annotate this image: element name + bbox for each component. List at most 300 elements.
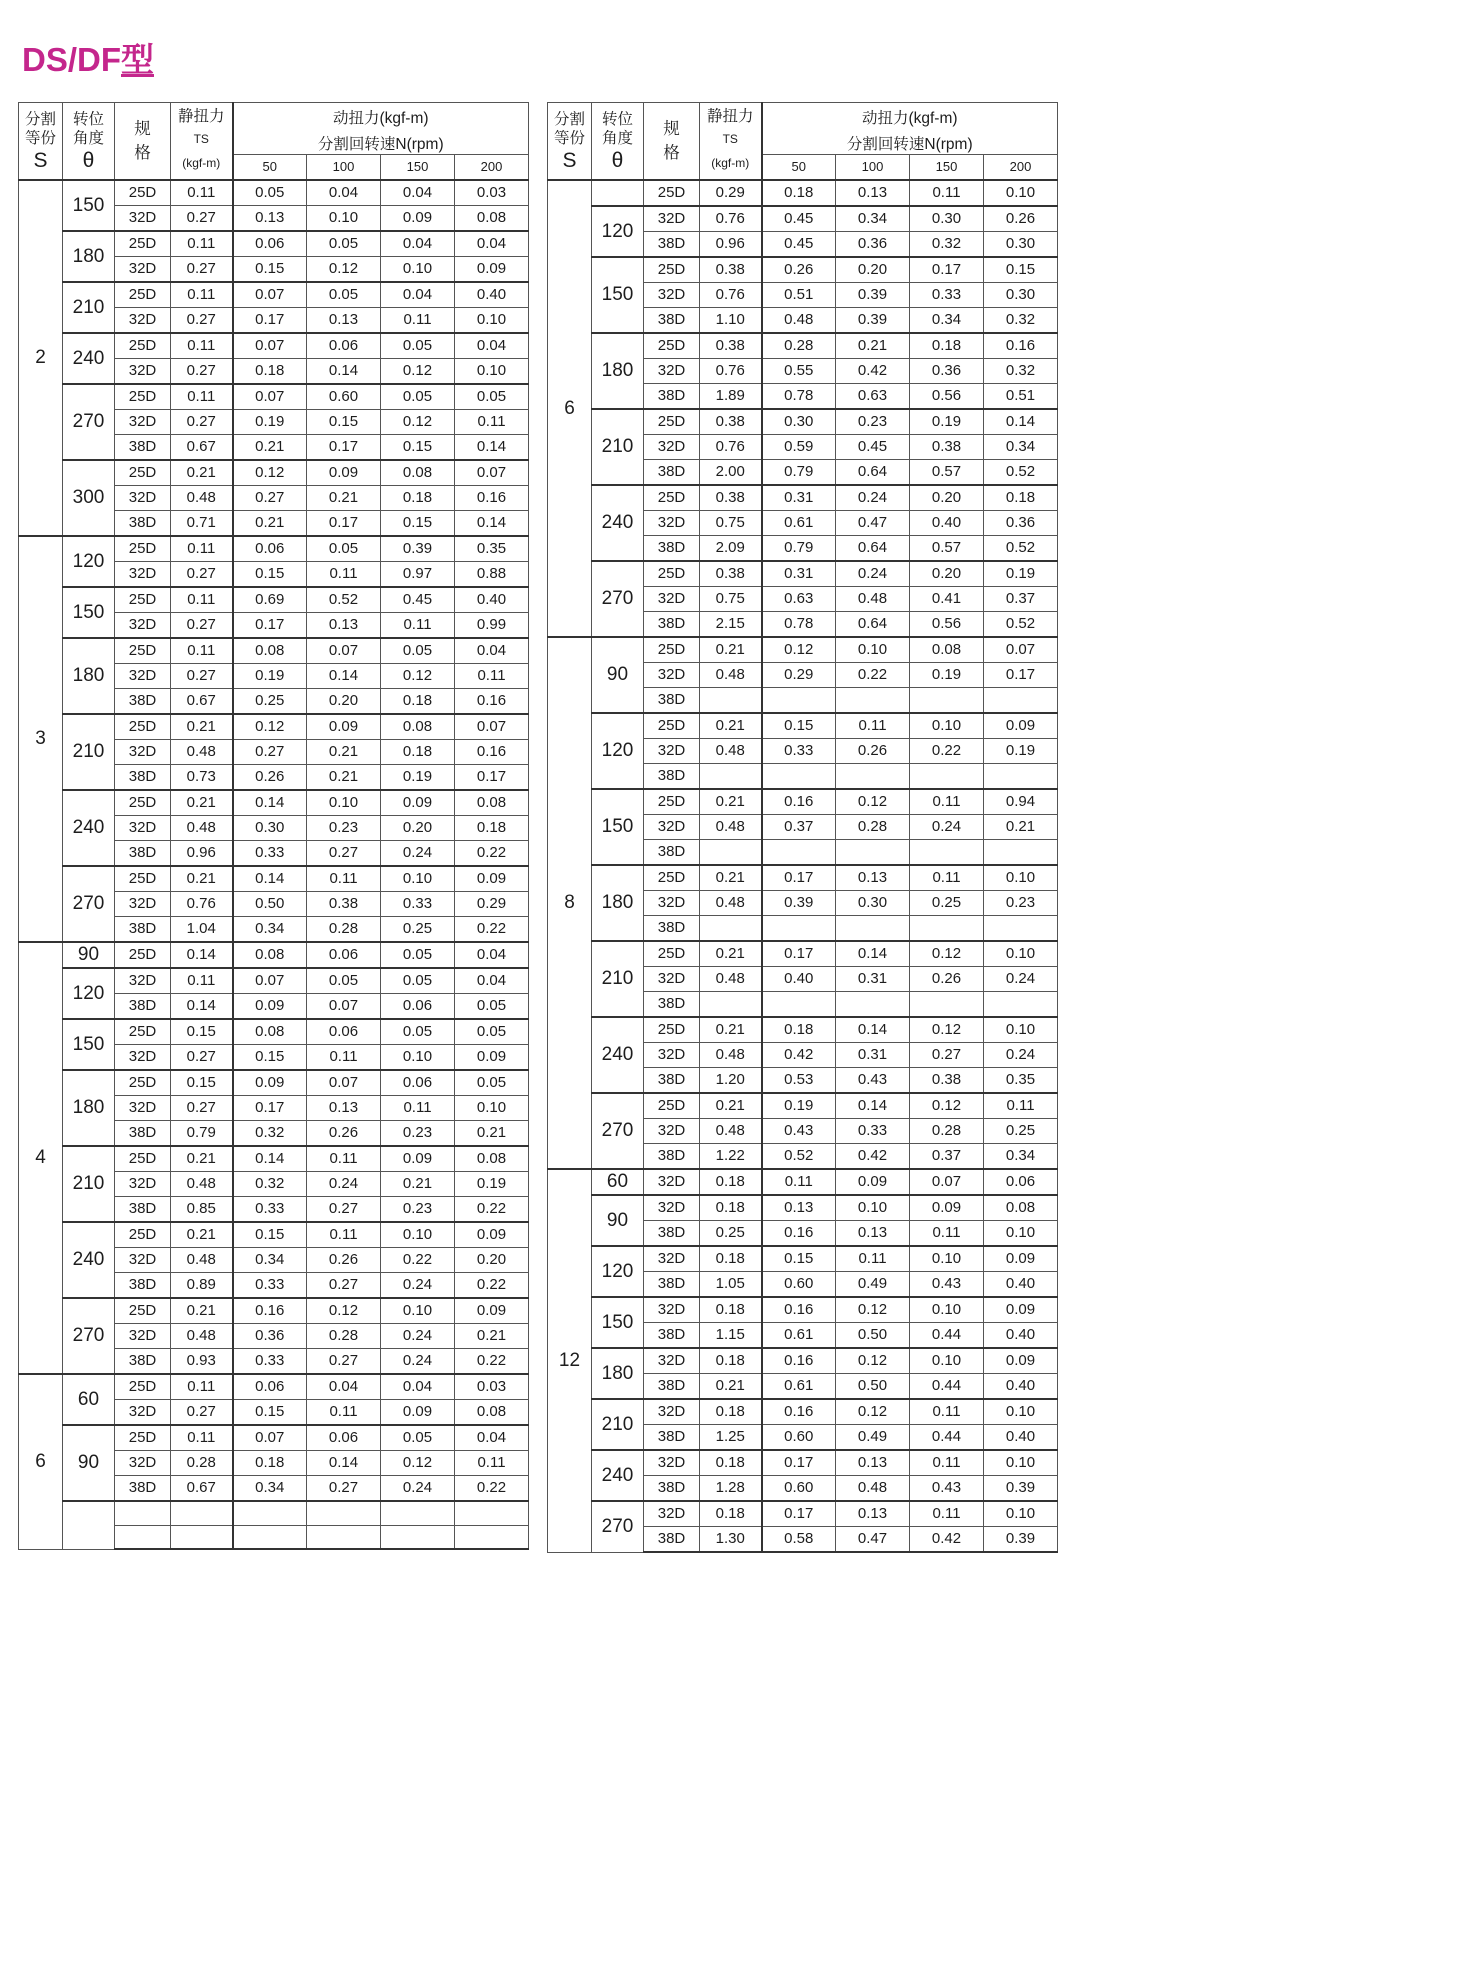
model-spec-cell: 25D [644, 713, 700, 739]
static-torque-cell: 0.93 [171, 1349, 233, 1375]
model-spec-cell: 38D [644, 232, 700, 258]
model-spec-cell: 32D [115, 613, 171, 639]
dynamic-torque-cell-rpm-150: 0.05 [381, 942, 455, 968]
dynamic-torque-cell-rpm-50: 0.15 [233, 1045, 307, 1071]
dynamic-torque-cell-rpm-150: 0.18 [381, 689, 455, 715]
dynamic-torque-cell-rpm-150: 0.57 [910, 460, 984, 486]
model-spec-cell: 32D [644, 283, 700, 308]
dynamic-torque-cell-rpm-50: 0.16 [762, 789, 836, 815]
dynamic-torque-cell-rpm-50: 0.12 [233, 714, 307, 740]
dynamic-torque-cell-rpm-50 [762, 688, 836, 714]
static-torque-cell: 0.27 [171, 613, 233, 639]
model-spec-cell: 38D [644, 1476, 700, 1502]
dynamic-torque-cell-rpm-100: 0.23 [307, 816, 381, 841]
dynamic-torque-cell-rpm-50: 0.39 [762, 891, 836, 916]
dynamic-torque-cell-rpm-50: 0.45 [762, 232, 836, 258]
dynamic-torque-cell-rpm-200: 0.08 [455, 790, 529, 816]
dynamic-torque-cell-rpm-100: 0.23 [836, 409, 910, 435]
table-row [548, 180, 1058, 206]
index-angle-cell: 90 [63, 942, 115, 968]
dynamic-torque-cell-rpm-200: 0.04 [455, 231, 529, 257]
static-torque-cell: 0.21 [700, 713, 762, 739]
model-spec-cell: 25D [115, 942, 171, 968]
dynamic-torque-cell-rpm-150: 0.43 [910, 1476, 984, 1502]
static-torque-cell: 1.05 [700, 1272, 762, 1298]
dynamic-torque-cell-rpm-200: 0.22 [455, 917, 529, 943]
dynamic-torque-cell-rpm-150: 0.44 [910, 1425, 984, 1451]
dynamic-torque-cell-rpm-200: 0.25 [984, 1119, 1058, 1144]
dynamic-torque-cell-rpm-150 [910, 688, 984, 714]
dynamic-torque-cell-rpm-50: 0.48 [762, 308, 836, 334]
dynamic-torque-cell-rpm-50: 0.21 [233, 511, 307, 537]
dynamic-torque-cell-rpm-100: 0.31 [836, 1043, 910, 1068]
index-angle-cell: 210 [592, 409, 644, 485]
table-row [19, 1019, 529, 1045]
static-torque-cell: 0.38 [700, 485, 762, 511]
table-row [548, 637, 1058, 663]
dynamic-torque-cell-rpm-50: 0.15 [233, 257, 307, 283]
dynamic-torque-cell-rpm-150: 0.09 [381, 790, 455, 816]
table-row [19, 942, 529, 968]
dynamic-torque-cell-rpm-50: 0.19 [762, 1093, 836, 1119]
dynamic-torque-cell-rpm-150: 0.18 [910, 333, 984, 359]
model-spec-cell: 32D [115, 1045, 171, 1071]
static-torque-cell: 0.21 [171, 714, 233, 740]
dynamic-torque-cell-rpm-100: 0.28 [836, 815, 910, 840]
dynamic-torque-cell-rpm-200: 0.40 [984, 1323, 1058, 1349]
dynamic-torque-cell-rpm-150: 0.09 [381, 1400, 455, 1426]
table-row [19, 790, 529, 816]
static-torque-cell: 0.11 [171, 587, 233, 613]
model-spec-cell: 25D [115, 1222, 171, 1248]
dynamic-torque-cell-rpm-100: 0.17 [307, 435, 381, 461]
dynamic-torque-cell-rpm-50: 0.12 [233, 460, 307, 486]
model-spec-cell [115, 1525, 171, 1549]
dynamic-torque-cell-rpm-50: 0.79 [762, 460, 836, 486]
model-spec-cell: 25D [115, 866, 171, 892]
static-torque-cell: 0.21 [171, 1146, 233, 1172]
table-row [19, 1501, 529, 1525]
dynamic-torque-cell-rpm-150: 0.15 [381, 435, 455, 461]
dynamic-torque-cell-rpm-200: 0.20 [455, 1248, 529, 1273]
dynamic-torque-cell-rpm-50: 0.14 [233, 1146, 307, 1172]
model-spec-cell: 32D [115, 486, 171, 511]
dynamic-torque-cell-rpm-150: 0.36 [910, 359, 984, 384]
static-torque-cell: 0.27 [171, 257, 233, 283]
model-spec-cell: 25D [644, 941, 700, 967]
dynamic-torque-cell-rpm-200: 0.88 [455, 562, 529, 588]
table-header-main-row [548, 103, 1058, 155]
dynamic-torque-cell-rpm-200: 0.19 [984, 739, 1058, 764]
index-angle-cell: 180 [63, 1070, 115, 1146]
static-torque-cell: 0.11 [171, 333, 233, 359]
index-angle-cell: 150 [592, 1297, 644, 1348]
static-torque-cell: 0.11 [171, 1425, 233, 1451]
static-torque-cell: 0.48 [171, 1324, 233, 1349]
right-header-division-count: 分割 等份 S [548, 103, 592, 180]
dynamic-torque-cell-rpm-200: 0.16 [455, 740, 529, 765]
dynamic-torque-cell-rpm-100: 0.14 [836, 941, 910, 967]
dynamic-torque-cell-rpm-150: 0.12 [381, 359, 455, 385]
model-spec-cell: 25D [644, 1093, 700, 1119]
dynamic-torque-cell-rpm-50: 0.08 [233, 1019, 307, 1045]
dynamic-torque-cell-rpm-200: 0.22 [455, 1476, 529, 1502]
dynamic-torque-cell-rpm-150: 0.05 [381, 1425, 455, 1451]
dynamic-torque-cell-rpm-150: 0.20 [910, 485, 984, 511]
dynamic-torque-cell-rpm-100: 0.39 [836, 283, 910, 308]
dynamic-torque-cell-rpm-50 [762, 840, 836, 866]
right-header-rpm-150: 150 [910, 155, 984, 181]
model-spec-cell: 25D [115, 714, 171, 740]
static-torque-cell: 0.85 [171, 1197, 233, 1223]
model-spec-cell: 32D [115, 664, 171, 689]
dynamic-torque-cell-rpm-100: 0.31 [836, 967, 910, 992]
dynamic-torque-cell-rpm-50: 0.17 [762, 1450, 836, 1476]
dynamic-torque-cell-rpm-50: 0.27 [233, 486, 307, 511]
dynamic-torque-cell-rpm-200: 0.18 [984, 485, 1058, 511]
dynamic-torque-cell-rpm-50: 0.26 [233, 765, 307, 791]
model-spec-cell: 25D [115, 1019, 171, 1045]
dynamic-torque-cell-rpm-50: 0.31 [762, 485, 836, 511]
dynamic-torque-cell-rpm-200: 0.21 [984, 815, 1058, 840]
dynamic-torque-cell-rpm-100: 0.09 [836, 1169, 910, 1195]
dynamic-torque-cell-rpm-50: 0.60 [762, 1272, 836, 1298]
dynamic-torque-cell-rpm-100: 0.64 [836, 612, 910, 638]
static-torque-cell: 0.75 [700, 587, 762, 612]
model-spec-cell: 32D [115, 1324, 171, 1349]
static-torque-cell: 1.04 [171, 917, 233, 943]
dynamic-torque-cell-rpm-200: 0.52 [984, 612, 1058, 638]
dynamic-torque-cell-rpm-200 [984, 916, 1058, 942]
model-spec-cell: 25D [644, 180, 700, 206]
dynamic-torque-cell-rpm-150: 0.11 [381, 613, 455, 639]
dynamic-torque-cell-rpm-100: 0.24 [307, 1172, 381, 1197]
model-spec-cell: 32D [644, 1501, 700, 1527]
dynamic-torque-cell-rpm-200: 0.09 [455, 1222, 529, 1248]
dynamic-torque-cell-rpm-200: 0.19 [984, 561, 1058, 587]
dynamic-torque-cell-rpm-100: 0.06 [307, 333, 381, 359]
static-torque-cell: 0.21 [171, 866, 233, 892]
static-torque-cell: 0.67 [171, 435, 233, 461]
dynamic-torque-cell-rpm-200: 0.07 [455, 460, 529, 486]
left-header-index-angle: 转位 角度 θ [63, 103, 115, 180]
dynamic-torque-cell-rpm-150: 0.10 [910, 1297, 984, 1323]
static-torque-cell: 0.48 [700, 891, 762, 916]
dynamic-torque-cell-rpm-200 [984, 840, 1058, 866]
dynamic-torque-cell-rpm-200: 0.22 [455, 841, 529, 867]
dynamic-torque-cell-rpm-50: 0.34 [233, 1248, 307, 1273]
model-spec-cell: 38D [115, 511, 171, 537]
model-spec-cell: 38D [644, 1221, 700, 1247]
dynamic-torque-cell-rpm-100: 0.13 [836, 180, 910, 206]
model-spec-cell: 32D [115, 1400, 171, 1426]
dynamic-torque-cell-rpm-50: 0.16 [762, 1297, 836, 1323]
dynamic-torque-cell-rpm-100: 0.11 [307, 1400, 381, 1426]
table-row [548, 1348, 1058, 1374]
dynamic-torque-cell-rpm-200: 0.14 [984, 409, 1058, 435]
dynamic-torque-cell-rpm-50 [762, 764, 836, 790]
model-spec-cell: 32D [644, 663, 700, 688]
dynamic-torque-cell-rpm-150: 0.26 [910, 967, 984, 992]
dynamic-torque-cell-rpm-150: 0.10 [381, 1222, 455, 1248]
model-spec-cell: 32D [644, 359, 700, 384]
model-spec-cell: 32D [644, 1297, 700, 1323]
dynamic-torque-cell-rpm-100: 0.13 [307, 1096, 381, 1121]
table-row [19, 1298, 529, 1324]
static-torque-cell: 1.25 [700, 1425, 762, 1451]
model-spec-cell: 38D [115, 435, 171, 461]
model-spec-cell: 25D [644, 561, 700, 587]
static-torque-cell: 0.27 [171, 206, 233, 232]
model-spec-cell: 38D [644, 308, 700, 334]
dynamic-torque-cell-rpm-150: 0.12 [910, 941, 984, 967]
dynamic-torque-cell-rpm-200: 0.14 [455, 435, 529, 461]
dynamic-torque-cell-rpm-200: 0.35 [455, 536, 529, 562]
model-spec-cell: 38D [644, 536, 700, 562]
dynamic-torque-cell-rpm-200: 0.40 [984, 1425, 1058, 1451]
dynamic-torque-cell-rpm-100: 0.15 [307, 410, 381, 435]
dynamic-torque-cell-rpm-150: 0.11 [381, 308, 455, 334]
dynamic-torque-cell-rpm-150: 0.24 [910, 815, 984, 840]
dynamic-torque-cell-rpm-150: 0.04 [381, 180, 455, 206]
dynamic-torque-cell-rpm-100: 0.14 [836, 1093, 910, 1119]
static-torque-cell: 2.15 [700, 612, 762, 638]
dynamic-torque-cell-rpm-150: 0.34 [910, 308, 984, 334]
dynamic-torque-cell-rpm-150: 0.12 [910, 1093, 984, 1119]
index-angle-cell: 120 [592, 1246, 644, 1297]
static-torque-cell: 0.21 [171, 1298, 233, 1324]
dynamic-torque-cell-rpm-100: 0.05 [307, 536, 381, 562]
index-angle-cell: 120 [63, 968, 115, 1019]
static-torque-cell: 0.28 [171, 1451, 233, 1476]
dynamic-torque-cell-rpm-150: 0.56 [910, 612, 984, 638]
dynamic-torque-cell-rpm-150: 0.25 [910, 891, 984, 916]
dynamic-torque-cell-rpm-150: 0.25 [381, 917, 455, 943]
model-spec-cell: 38D [115, 1197, 171, 1223]
dynamic-torque-cell-rpm-150: 0.06 [381, 994, 455, 1020]
model-spec-cell: 38D [115, 689, 171, 715]
model-spec-cell: 25D [644, 409, 700, 435]
dynamic-torque-cell-rpm-200: 0.30 [984, 283, 1058, 308]
dynamic-torque-cell-rpm-100: 0.30 [836, 891, 910, 916]
table-header-main-row [19, 103, 529, 155]
page-title [18, 0, 1442, 78]
right-header-rpm-100: 100 [836, 155, 910, 181]
model-spec-cell: 32D [115, 562, 171, 588]
static-torque-cell: 0.11 [171, 1374, 233, 1400]
dynamic-torque-cell-rpm-200: 0.17 [984, 663, 1058, 688]
table-row [19, 714, 529, 740]
dynamic-torque-cell-rpm-100: 0.39 [836, 308, 910, 334]
static-torque-cell: 0.27 [171, 1400, 233, 1426]
dynamic-torque-cell-rpm-100: 0.06 [307, 1425, 381, 1451]
dynamic-torque-cell-rpm-50: 0.07 [233, 1425, 307, 1451]
dynamic-torque-cell-rpm-200: 0.09 [984, 713, 1058, 739]
dynamic-torque-cell-rpm-50: 0.16 [762, 1399, 836, 1425]
dynamic-torque-cell-rpm-200: 0.15 [984, 257, 1058, 283]
dynamic-torque-cell-rpm-100: 0.09 [307, 714, 381, 740]
dynamic-torque-cell-rpm-50: 0.61 [762, 1374, 836, 1400]
dynamic-torque-cell-rpm-50: 0.33 [233, 841, 307, 867]
model-spec-cell: 38D [115, 1476, 171, 1502]
dynamic-torque-cell-rpm-150: 0.19 [381, 765, 455, 791]
left-header-rpm-200: 200 [455, 155, 529, 181]
dynamic-torque-cell-rpm-50: 0.18 [762, 180, 836, 206]
dynamic-torque-cell-rpm-50: 0.30 [762, 409, 836, 435]
dynamic-torque-cell-rpm-50: 0.79 [762, 536, 836, 562]
dynamic-torque-cell-rpm-50: 0.34 [233, 1476, 307, 1502]
dynamic-torque-cell-rpm-150: 0.08 [910, 637, 984, 663]
dynamic-torque-cell-rpm-150: 0.08 [381, 714, 455, 740]
static-torque-cell: 0.48 [171, 740, 233, 765]
static-torque-cell: 0.96 [700, 232, 762, 258]
index-angle-cell: 150 [592, 789, 644, 865]
dynamic-torque-cell-rpm-200: 0.10 [984, 180, 1058, 206]
static-torque-cell: 0.67 [171, 1476, 233, 1502]
dynamic-torque-cell-rpm-100: 0.11 [836, 1246, 910, 1272]
static-torque-cell: 0.11 [171, 180, 233, 206]
right-header-index-angle: 转位 角度 θ [592, 103, 644, 180]
dynamic-torque-cell-rpm-100: 0.21 [836, 333, 910, 359]
table-row [548, 1169, 1058, 1195]
static-torque-cell: 0.21 [171, 1222, 233, 1248]
dynamic-torque-cell-rpm-200: 0.29 [455, 892, 529, 917]
static-torque-cell: 0.27 [171, 1045, 233, 1071]
dynamic-torque-cell-rpm-200: 0.10 [984, 1221, 1058, 1247]
dynamic-torque-cell-rpm-100: 0.14 [307, 664, 381, 689]
model-spec-cell: 32D [644, 1043, 700, 1068]
dynamic-torque-cell-rpm-150: 0.12 [381, 410, 455, 435]
dynamic-torque-cell-rpm-200: 0.18 [455, 816, 529, 841]
dynamic-torque-cell-rpm-100: 0.27 [307, 1476, 381, 1502]
static-torque-cell: 0.11 [171, 282, 233, 308]
model-spec-cell: 32D [644, 739, 700, 764]
dynamic-torque-cell-rpm-50: 0.15 [762, 1246, 836, 1272]
index-angle-cell: 270 [592, 1093, 644, 1169]
model-spec-cell: 25D [115, 1298, 171, 1324]
dynamic-torque-cell-rpm-200: 0.10 [984, 1399, 1058, 1425]
dynamic-torque-cell-rpm-50: 0.25 [233, 689, 307, 715]
dynamic-torque-cell-rpm-200: 0.22 [455, 1197, 529, 1223]
table-row [548, 206, 1058, 232]
dynamic-torque-cell-rpm-150: 0.44 [910, 1323, 984, 1349]
dynamic-torque-cell-rpm-150: 0.18 [381, 740, 455, 765]
model-spec-cell: 38D [644, 1272, 700, 1298]
dynamic-torque-cell-rpm-50: 0.32 [233, 1172, 307, 1197]
dynamic-torque-cell-rpm-150: 0.23 [381, 1121, 455, 1147]
model-spec-cell: 32D [644, 1450, 700, 1476]
dynamic-torque-cell-rpm-100 [836, 992, 910, 1018]
dynamic-torque-cell-rpm-100: 0.49 [836, 1425, 910, 1451]
dynamic-torque-cell-rpm-100: 0.26 [836, 739, 910, 764]
dynamic-torque-cell-rpm-150: 0.33 [910, 283, 984, 308]
dynamic-torque-cell-rpm-200: 0.04 [455, 638, 529, 664]
dynamic-torque-cell-rpm-100: 0.27 [307, 1273, 381, 1299]
dynamic-torque-cell-rpm-50: 0.09 [233, 994, 307, 1020]
static-torque-cell: 0.73 [171, 765, 233, 791]
dynamic-torque-cell-rpm-50: 0.33 [233, 1273, 307, 1299]
static-torque-cell: 0.89 [171, 1273, 233, 1299]
dynamic-torque-cell-rpm-150: 0.33 [381, 892, 455, 917]
dynamic-torque-cell-rpm-150: 0.05 [381, 1019, 455, 1045]
dynamic-torque-cell-rpm-50: 0.37 [762, 815, 836, 840]
dynamic-torque-cell-rpm-150: 0.19 [910, 409, 984, 435]
table-row [19, 460, 529, 486]
model-spec-cell: 38D [115, 841, 171, 867]
dynamic-torque-cell-rpm-200: 0.05 [455, 384, 529, 410]
dynamic-torque-cell-rpm-200: 0.07 [455, 714, 529, 740]
dynamic-torque-cell-rpm-200: 0.10 [984, 1017, 1058, 1043]
dynamic-torque-cell-rpm-50 [762, 916, 836, 942]
dynamic-torque-cell-rpm-100 [836, 764, 910, 790]
dynamic-torque-cell-rpm-200: 0.04 [455, 942, 529, 968]
dynamic-torque-cell-rpm-150: 0.11 [381, 1096, 455, 1121]
dynamic-torque-cell-rpm-100: 0.11 [307, 866, 381, 892]
static-torque-cell: 0.27 [171, 359, 233, 385]
static-torque-cell [700, 688, 762, 714]
model-spec-cell: 38D [115, 1349, 171, 1375]
dynamic-torque-cell-rpm-50: 0.14 [233, 790, 307, 816]
dynamic-torque-cell-rpm-150: 0.37 [910, 1144, 984, 1170]
table-row [19, 1222, 529, 1248]
dynamic-torque-cell-rpm-150: 0.38 [910, 435, 984, 460]
dynamic-torque-cell-rpm-100: 0.28 [307, 917, 381, 943]
index-angle-cell: 90 [592, 1195, 644, 1246]
dynamic-torque-cell-rpm-150 [381, 1501, 455, 1525]
static-torque-cell: 0.38 [700, 561, 762, 587]
model-spec-cell: 25D [115, 638, 171, 664]
dynamic-torque-cell-rpm-50: 0.06 [233, 536, 307, 562]
dynamic-torque-cell-rpm-150: 0.10 [910, 1246, 984, 1272]
dynamic-torque-cell-rpm-150: 0.04 [381, 282, 455, 308]
static-torque-cell: 1.20 [700, 1068, 762, 1094]
dynamic-torque-cell-rpm-100 [307, 1525, 381, 1549]
static-torque-cell: 1.15 [700, 1323, 762, 1349]
dynamic-torque-cell-rpm-100: 0.21 [307, 486, 381, 511]
dynamic-torque-cell-rpm-100: 0.12 [307, 257, 381, 283]
dynamic-torque-cell-rpm-100: 0.20 [307, 689, 381, 715]
dynamic-torque-cell-rpm-50: 0.17 [233, 613, 307, 639]
dynamic-torque-cell-rpm-150: 0.15 [381, 511, 455, 537]
dynamic-torque-cell-rpm-100: 0.22 [836, 663, 910, 688]
dynamic-torque-cell-rpm-150: 0.11 [910, 180, 984, 206]
table-row [19, 587, 529, 613]
division-count-cell: 2 [19, 180, 63, 536]
dynamic-torque-cell-rpm-200: 0.40 [455, 587, 529, 613]
static-torque-cell: 0.25 [700, 1221, 762, 1247]
dynamic-torque-cell-rpm-100: 0.34 [836, 206, 910, 232]
dynamic-torque-cell-rpm-100: 0.17 [307, 511, 381, 537]
dynamic-torque-cell-rpm-50: 0.12 [762, 637, 836, 663]
model-spec-cell: 32D [644, 1119, 700, 1144]
division-count-cell: 4 [19, 942, 63, 1374]
dynamic-torque-cell-rpm-200: 0.14 [455, 511, 529, 537]
model-spec-cell: 32D [644, 1169, 700, 1195]
model-spec-cell: 38D [644, 1068, 700, 1094]
static-torque-cell: 0.48 [700, 1043, 762, 1068]
table-row [548, 789, 1058, 815]
static-torque-cell [171, 1501, 233, 1525]
dynamic-torque-cell-rpm-150 [910, 764, 984, 790]
index-angle-cell [63, 1501, 115, 1549]
index-angle-cell: 210 [63, 282, 115, 333]
index-angle-cell: 120 [63, 536, 115, 587]
model-spec-cell: 25D [644, 485, 700, 511]
right-header-rpm-50: 50 [762, 155, 836, 181]
static-torque-cell: 0.76 [700, 283, 762, 308]
static-torque-cell: 2.00 [700, 460, 762, 486]
static-torque-cell [171, 1525, 233, 1549]
